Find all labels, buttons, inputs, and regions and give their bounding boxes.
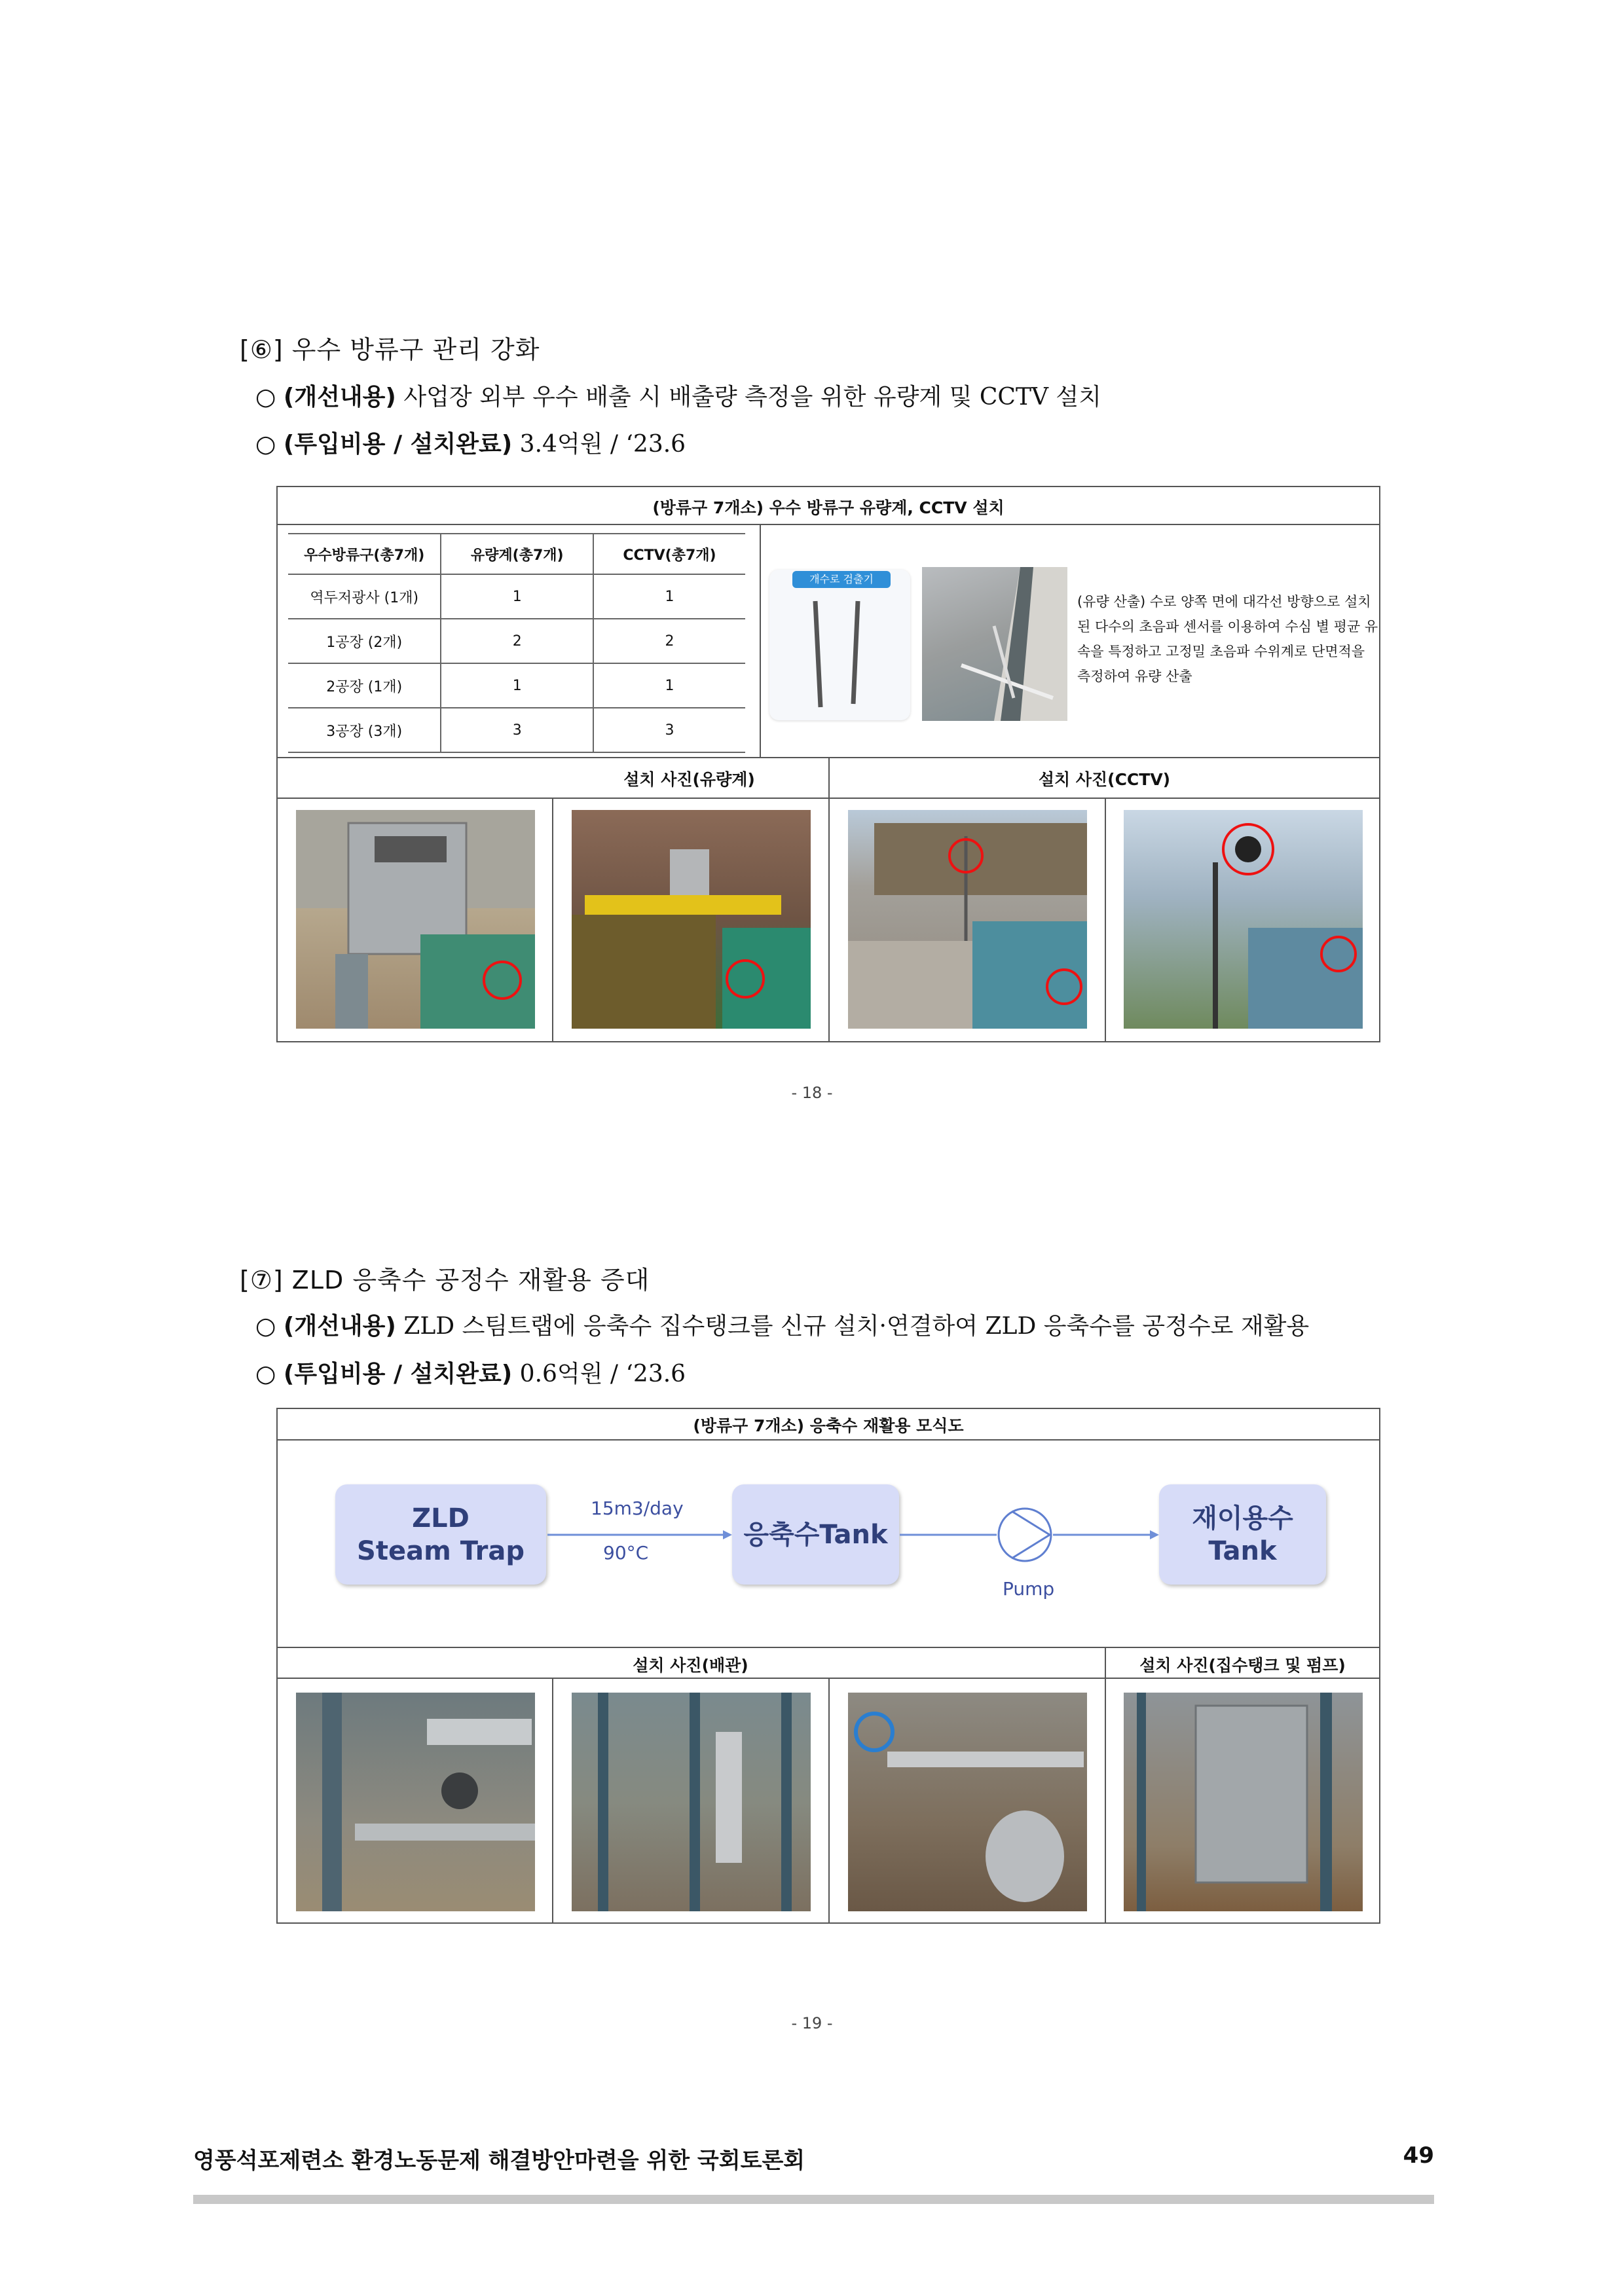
table-cell: 1 xyxy=(441,574,593,619)
piping-photo-art xyxy=(296,1693,535,1911)
bullet-text: 0.6억원 / ‘23.6 xyxy=(519,1361,686,1387)
table-row xyxy=(288,663,745,708)
box-label: Steam Trap xyxy=(357,1535,525,1566)
bullet-circle-icon: ○ xyxy=(255,1361,276,1387)
section6-box-title: (방류구 7개소) 우수 방류구 유량계, CCTV 설치 xyxy=(652,498,1005,517)
box-label: 재이용수 xyxy=(1192,1503,1293,1533)
photo-caption-tank-pump: 설치 사진(집수탱크 및 펌프) xyxy=(1139,1656,1346,1675)
divider xyxy=(1105,798,1106,1042)
table-row xyxy=(288,708,745,752)
table-row xyxy=(288,619,745,663)
footer-bar xyxy=(193,2195,1434,2204)
page-number-19: - 19 - xyxy=(791,2014,833,2032)
divider xyxy=(1105,1647,1106,1924)
bullet-text: 사업장 외부 우수 배출 시 배출량 측정을 위한 유량계 및 CCTV 설치 xyxy=(403,384,1101,411)
divider xyxy=(276,524,1380,525)
section7-box-title: (방류구 7개소) 응축수 재활용 모식도 xyxy=(693,1416,964,1435)
table-cell: 3공장 (3개) xyxy=(288,708,441,752)
table-header-row xyxy=(288,534,745,574)
section6-bullet-cost xyxy=(255,426,686,459)
flow-channel-photo xyxy=(922,567,1067,721)
bullet-circle-icon: ○ xyxy=(255,384,276,411)
divider xyxy=(760,524,761,757)
divider xyxy=(276,1439,1380,1441)
table-cell: 2 xyxy=(441,619,593,663)
flow-rate-label: 15m3/day xyxy=(591,1497,684,1519)
reuse-water-tank-box xyxy=(1159,1484,1326,1585)
bullet-label: (개선내용) xyxy=(283,384,396,411)
photo-caption-cctv: 설치 사진(CCTV) xyxy=(1038,770,1171,789)
ultrasonic-sensor-icon xyxy=(769,570,910,720)
flowmeter-photo-1 xyxy=(296,810,535,1029)
sensor-image xyxy=(769,570,910,720)
table-cell: 역두저광사 (1개) xyxy=(288,574,441,619)
divider xyxy=(828,757,830,1042)
bullet-label: (투입비용 / 설치완료) xyxy=(283,1361,513,1387)
cctv-photo-art xyxy=(848,810,1087,1029)
piping-photo-art xyxy=(848,1693,1087,1911)
cctv-photo-1 xyxy=(848,810,1087,1029)
table-cell: 1 xyxy=(593,574,745,619)
sensor-label: 개수로 검출기 xyxy=(792,571,891,588)
cctv-photo-2 xyxy=(1124,810,1363,1029)
divider xyxy=(828,1678,830,1924)
table-cell: 1 xyxy=(441,663,593,708)
tank-photo-art xyxy=(1124,1693,1363,1911)
tank-pump-photo xyxy=(1124,1693,1363,1911)
table-cell: 2 xyxy=(593,619,745,663)
table-header: 유량계(총7개) xyxy=(441,534,593,574)
divider xyxy=(552,1678,553,1924)
bullet-text: ZLD 스팀트랩에 응축수 집수탱크를 신규 설치·연결하여 ZLD 응축수를 공정수로 재활용 xyxy=(403,1313,1310,1340)
divider xyxy=(552,798,553,1042)
outfall-table xyxy=(288,533,745,753)
temperature-label: 90°C xyxy=(603,1542,649,1564)
box-label: 응축수Tank xyxy=(743,1519,888,1550)
piping-photo-art xyxy=(572,1693,811,1911)
table-cell: 2공장 (1개) xyxy=(288,663,441,708)
flowmeter-photo-2 xyxy=(572,810,811,1029)
photo-caption-piping: 설치 사진(배관) xyxy=(633,1656,748,1675)
bullet-circle-icon: ○ xyxy=(255,1313,276,1340)
cctv-photo-art xyxy=(1124,810,1363,1029)
flow-description: (유량 산출) 수로 양쪽 면에 대각선 방향으로 설치된 다수의 초음파 센서를 이용하여 수심 별 평균 유속을 특정하고 고정밀 초음파 수위계로 단면적을 측정하여 유량 산출 xyxy=(1077,594,1378,684)
table-row xyxy=(288,574,745,619)
box-label: Tank xyxy=(1208,1535,1277,1566)
bullet-text: 3.4억원 / ‘23.6 xyxy=(519,431,686,458)
piping-photo-1 xyxy=(296,1693,535,1911)
flowmeter-photo-art xyxy=(296,810,535,1029)
bullet-circle-icon: ○ xyxy=(255,431,276,458)
section7-bullet-content xyxy=(255,1308,1309,1341)
section6-bullet-content xyxy=(255,378,1101,412)
footer-title: 영풍석포제련소 환경노동문제 해결방안마련을 위한 국회토론회 xyxy=(193,2148,805,2174)
pump-label: Pump xyxy=(1003,1578,1055,1600)
table-header: CCTV(총7개) xyxy=(593,534,745,574)
box-label: ZLD xyxy=(412,1503,470,1533)
section6-title: [⑥] 우수 방류구 관리 강화 xyxy=(240,335,540,364)
page-number-18: - 18 - xyxy=(791,1084,833,1102)
flow-arrows xyxy=(546,1506,1162,1571)
table-cell: 1 xyxy=(593,663,745,708)
footer-page-number: 49 xyxy=(1403,2142,1434,2169)
channel-photo-art xyxy=(922,567,1067,721)
table-header: 우수방류구(총7개) xyxy=(288,534,441,574)
piping-photo-3 xyxy=(848,1693,1087,1911)
section7-bullet-cost xyxy=(255,1355,686,1389)
pump-icon xyxy=(995,1506,1054,1565)
flowmeter-photo-art xyxy=(572,810,811,1029)
bullet-label: (투입비용 / 설치완료) xyxy=(283,431,513,458)
divider xyxy=(276,1647,1380,1648)
table-cell: 3 xyxy=(593,708,745,752)
table-cell: 3 xyxy=(441,708,593,752)
photo-caption-flowmeter: 설치 사진(유량계) xyxy=(623,770,755,789)
zld-steam-trap-box xyxy=(335,1484,546,1585)
table-cell: 1공장 (2개) xyxy=(288,619,441,663)
piping-photo-2 xyxy=(572,1693,811,1911)
section7-title: [⑦] ZLD 응축수 공정수 재활용 증대 xyxy=(240,1266,650,1294)
bullet-label: (개선내용) xyxy=(283,1313,396,1340)
